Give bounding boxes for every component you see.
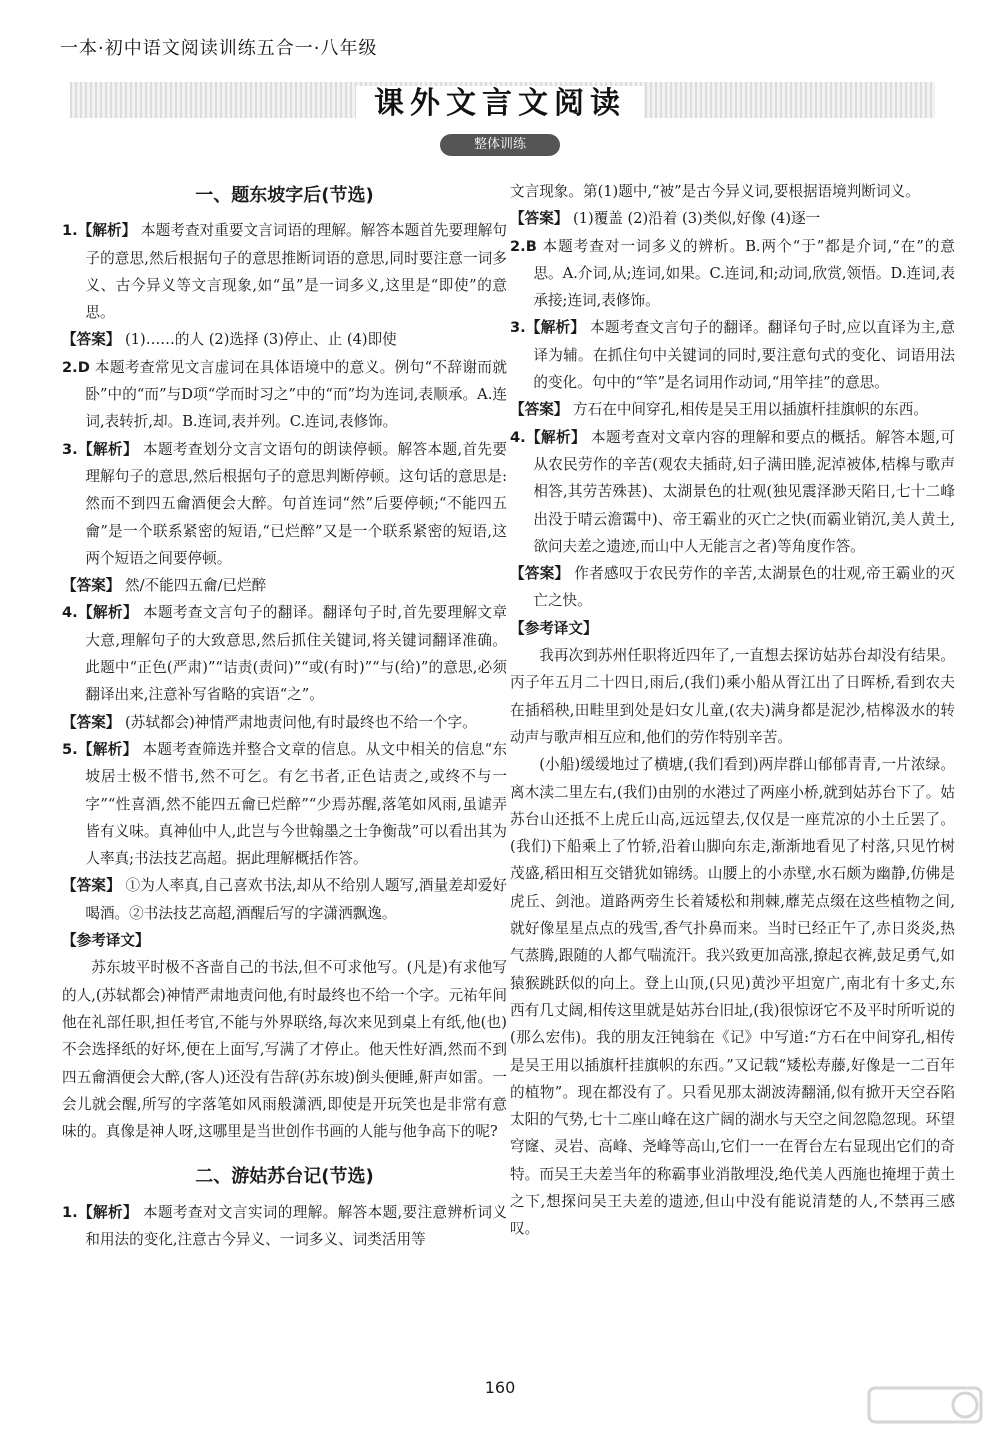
question-3-analysis: 3.【解析】 本题考查划分文言文语句的朗读停顿。解答本题,首先要理解句子的意思,然后根据句子的意思判断停顿。这句话的意思是:然而不到四五龠酒便会大醉。句首连词“然”后要停顿;“不能四五龠”是一个联系紧密的短语,“已烂醉”又是一个联系紧密的短语,这两个短语之间要停顿。: [62, 440, 507, 567]
right-column: [510, 178, 955, 1243]
question-1-answer: 【答案】 (1)……的人 (2)选择 (3)停止、止 (4)即使: [62, 331, 397, 349]
section2-question-3-answer: 【答案】 方石在中间穿孔,相传是吴王用以插旗杆挂旗帜的东西。: [510, 401, 928, 419]
reference-translation-1: 苏东坡平时极不吝啬自己的书法,但不可求他写。(凡是)有求他写的人,(苏轼都会)神情严肃地责问他,有时最终也不给一个字。元祐年间他在礼部任职,担任考官,不能与外界联络,每次来见到桌上有纸,他(也)不会选择纸的好坏,便在上面写,写满了才停止。他天性好酒,然而不到四五龠酒便会大醉,(客人)还没有告辞(苏东坡)倒头便睡,鼾声如雷。一会儿就会醒,所写的字落笔如风雨般潇洒,即使是开玩笑也是非常有意味的。真像是神人呀,这哪里是当世创作书画的人能与他争高下的呢?: [62, 959, 507, 1141]
section2-reference-translation-label: 【参考译文】: [510, 619, 598, 637]
page-number: 160: [484, 1378, 516, 1397]
section2-question-4-answer: 【答案】 作者感叹于农民劳作的辛苦,太湖景色的壮观,帝王霸业的灭亡之快。: [510, 565, 955, 610]
question-4-analysis: 4.【解析】 本题考查文言句子的翻译。翻译句子时,首先要理解文章大意,理解句子的大致意思,然后抓住关键词,将关键词翻译准确。此题中“正色(严肃)”“诘责(责问)”“或(有时)”“与(给)”的意思,必须翻译出来,注意补写省略的宾语“之”。: [62, 604, 507, 704]
section2-reference-translation-1: 我再次到苏州任职将近四年了,一直想去探访姑苏台却没有结果。丙子年五月二十四日,雨后,(我们)乘小船从胥江出了日晖桥,看到农夫在插稻秧,田畦里到处是妇女儿童,(农夫)满身都是泥沙,桔槔汲水的转动声与歌声相互应和,他们的劳作特别辛苦。: [510, 647, 955, 746]
page-title: 课外文言文阅读: [0, 78, 1000, 122]
section2-question-2-analysis: 2.B 本题考查对一词多义的辨析。B.两个“于”都是介词,“在”的意思。A.介词,从;连词,如果。C.连词,和;动词,欣赏,领悟。D.连词,表承接;连词,表修饰。: [510, 237, 955, 310]
section2-question-1-analysis: 1.【解析】 本题考查对文言实词的理解。解答本题,要注意辨析词义和用法的变化,注意古今异义、一词多义、词类活用等: [62, 1203, 507, 1248]
question-5-analysis: 5.【解析】 本题考查筛选并整合文章的信息。从文中相关的信息“东坡居士极不惜书,然不可乞。有乞书者,正色诘责之,或终不与一字”“性喜酒,然不能四五龠已烂醉”“少焉苏醒,落笔如风雨,虽谑弄皆有义味。真神仙中人,此岂与今世翰墨之士争衡哉”可以看出其为人率真;书法技艺高超。据此理解概括作答。: [62, 740, 508, 868]
section2-question-1-answer: 【答案】 (1)覆盖 (2)沿着 (3)类似,好像 (4)逐一: [510, 210, 821, 228]
question-3-answer: 【答案】 然/不能四五龠/已烂醉: [62, 577, 267, 595]
section2-question-4-analysis: 4.【解析】 本题考查对文章内容的理解和要点的概括。解答本题,可从农民劳作的辛苦(观农夫插莳,妇子满田塍,泥淖被体,桔槔与歌声相答,其劳苦殊甚)、太湖景色的壮观(独见震泽渺天陷日,七十二峰出没于晴云澹霭中)、帝王霸业的灭亡之快(而霸业销沉,美人黄土,欲问夫差之遗迹,而山中人无能言之者)等角度作答。: [510, 428, 955, 555]
question-2-analysis: 2.D 本题考查常见文言虚词在具体语境中的意义。例句“不辞谢而就卧”中的“而”与D项“学而时习之”中的“而”均为连词,表顺承。A.连词,表转折,却。B.连词,表并列。C.连词,表修饰。: [62, 358, 508, 431]
section-badge: 整体训练: [440, 134, 560, 156]
section2-reference-translation-2: (小船)缓缓地过了横塘,(我们看到)两岸群山郁郁青青,一片浓绿。离木渎二里左右,(我们)由别的水港过了两座小桥,就到姑苏台下了。姑苏台山还抵不上虎丘山高,远远望去,仅仅是一座荒凉的小土丘罢了。(我们)下船乘上了竹轿,沿着山脚向东走,渐渐地看见了村落,只见竹树茂盛,稻田相互交错犹如锦绣。山腰上的小赤壁,水石颇为幽静,仿佛是虎丘、剑池。道路两旁生长着矮松和荆棘,蘼芜点缀在这些植物之间,就好像星星点点的残雪,香气扑鼻而来。当时已经正午了,赤日炎炎,热气蒸腾,跟随的人都气喘流汗。我兴致更加高涨,撩起衣裤,鼓足勇气,如猿猴跳跃似的向上。登上山顶,(只见)黄沙平坦宽广,南北有十多丈,东西有几丈阔,相传这里就是姑苏台旧址,(我)很惊讶它不及平时所听说的(那么宏伟)。我的朋友汪钝翁在《记》中写道:“方石在中间穿孔,相传是吴王用以插旗杆挂旗帜的东西。”又记载“矮松寿藤,好像是一二百年的植物”。现在都没有了。只看见那太湖波涛翻涌,似有掀开天空吞陷太阳的气势,七十二座山峰在这广阔的湖水与天空之间忽隐忽现。环望穹窿、灵岩、高峰、尧峰等高山,它们一一在胥台左右显现出它们的奇特。而吴王夫差当年的称霸事业消散埋没,绝代美人西施也掩埋于黄土之下,想探问吴王夫差的遗迹,但山中没有能说清楚的人,不禁再三感叹。: [510, 756, 955, 1238]
question-4-answer: 【答案】 (苏轼都会)神情严肃地责问他,有时最终也不给一个字。: [62, 713, 477, 731]
watermark-logo: [865, 1384, 985, 1444]
section2-question-3-analysis: 3.【解析】 本题考查文言句子的翻译。翻译句子时,应以直译为主,意译为辅。在抓住句中关键词的同时,要注意句式的变化、词语用法的变化。句中的“竿”是名词用作动词,“用竿挂”的意思。: [510, 319, 955, 392]
question-1-analysis: 1.【解析】 本题考查对重要文言词语的理解。解答本题首先要理解句子的意思,然后根据句子的意思推断词语的意思,同时要注意一词多义、古今异义等文言现象,如“虽”是一词多义,这里是“即使”的意思。: [62, 222, 507, 322]
section-title-2: 二、游姑苏台记(节选): [195, 1166, 374, 1188]
section-title-1: 一、题东坡字后(节选): [195, 185, 374, 206]
section2-question-1-continued: 文言现象。第(1)题中,“被”是古今异义词,要根据语境判断词义。: [510, 183, 920, 200]
reference-translation-label: 【参考译文】: [62, 932, 150, 950]
question-5-answer: 【答案】 ①为人率真,自己喜欢书法,却从不给别人题写,酒量差却爱好喝酒。②书法技艺高超,酒醒后写的字潇洒飘逸。: [62, 877, 507, 922]
book-header: 一本·初中语文阅读训练五合一·八年级: [60, 38, 378, 59]
left-column: [62, 180, 507, 1253]
